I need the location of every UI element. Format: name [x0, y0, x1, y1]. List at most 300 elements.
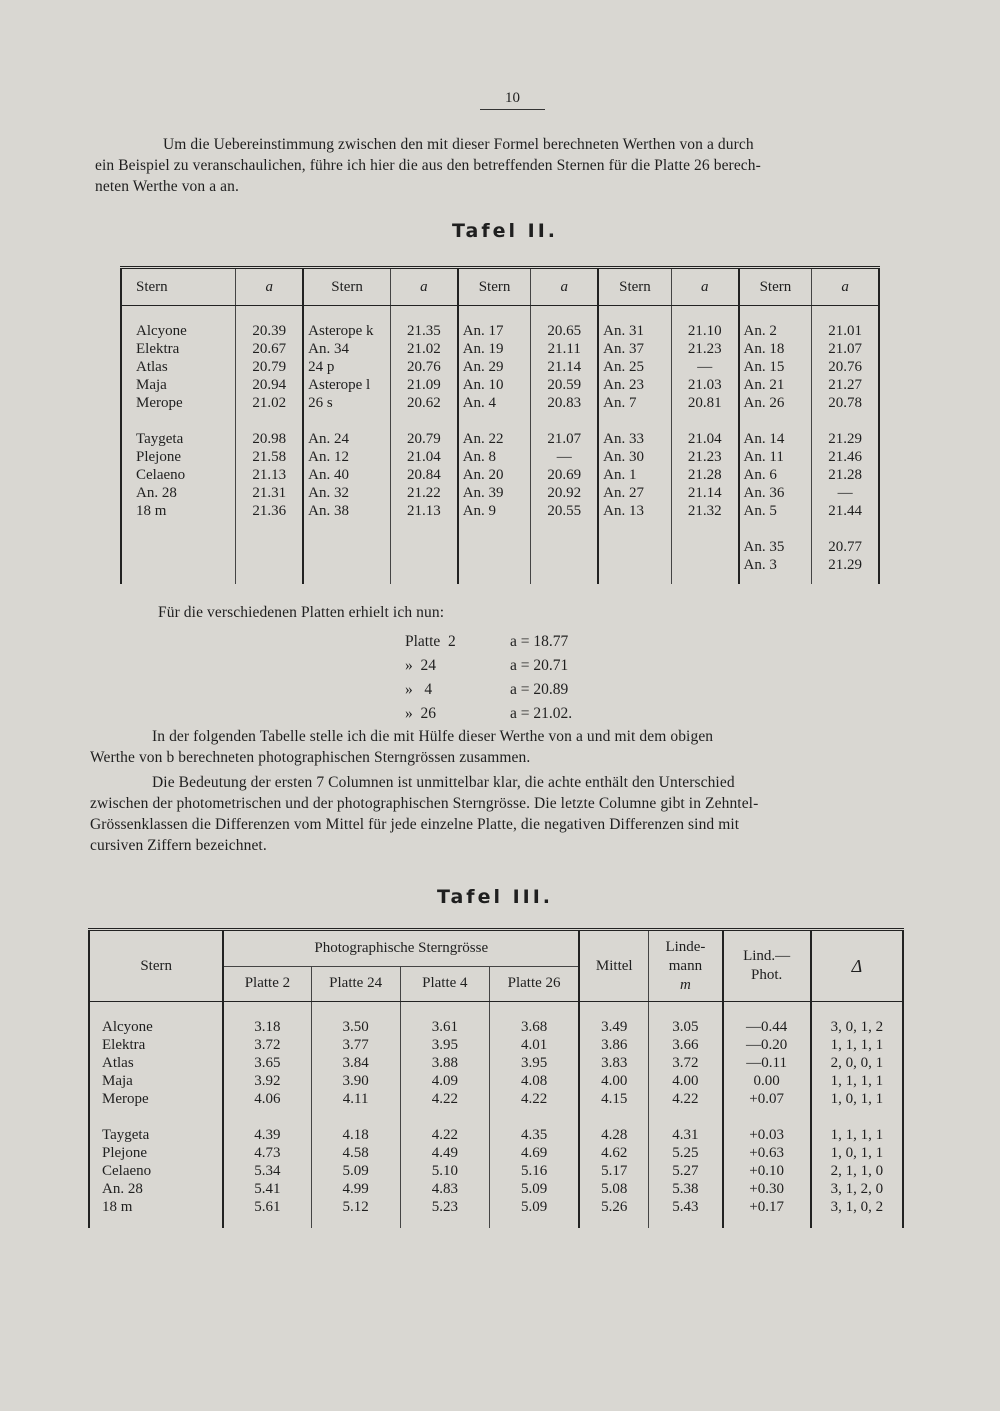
star-name-cell: An. 18 [739, 340, 812, 358]
a-value-cell: 20.55 [531, 502, 598, 520]
star-name-cell [303, 538, 390, 556]
spacer-cell [739, 574, 812, 584]
a-value-cell: 21.11 [531, 340, 598, 358]
star-name-cell: An. 26 [739, 394, 812, 412]
value-cell: 4.22 [400, 1126, 489, 1144]
a-value-cell: 20.59 [531, 376, 598, 394]
star-name-cell: An. 10 [458, 376, 531, 394]
value-cell: 3.49 [579, 1018, 649, 1036]
a-value-cell: 21.03 [671, 376, 738, 394]
star-name-cell: An. 1 [598, 466, 671, 484]
a-value-cell [531, 556, 598, 574]
text-line: Die Bedeutung der ersten 7 Columnen ist unmittelbar klar, die achte enthält den Unterschied [152, 774, 735, 791]
value-cell: 4.73 [223, 1144, 311, 1162]
a-value-cell: 21.10 [671, 322, 738, 340]
a-value-cell [236, 556, 303, 574]
spacer-cell [223, 1216, 311, 1228]
value-cell: 4.22 [489, 1090, 579, 1108]
a-value-cell: 20.83 [531, 394, 598, 412]
a-value-cell: 20.92 [531, 484, 598, 502]
a-value-cell: 21.28 [671, 466, 738, 484]
value-cell: 2, 1, 1, 0 [811, 1162, 903, 1180]
value-cell: 0.00 [723, 1072, 811, 1090]
value-cell: 4.18 [311, 1126, 400, 1144]
spacer-cell [223, 1002, 311, 1019]
spacer-cell [649, 1002, 723, 1019]
a-value-cell: 20.69 [531, 466, 598, 484]
value-cell: 5.17 [579, 1162, 649, 1180]
value-cell: 3.61 [400, 1018, 489, 1036]
value-cell: 4.15 [579, 1090, 649, 1108]
spacer-cell [311, 1002, 400, 1019]
tafel3-header-photo: Photographische Sterngrösse [223, 930, 579, 967]
star-name-cell: An. 38 [303, 502, 390, 520]
value-cell: 4.00 [579, 1072, 649, 1090]
spacer-cell [400, 1002, 489, 1019]
value-cell: 3.50 [311, 1018, 400, 1036]
spacer-cell [812, 520, 879, 538]
a-value-cell: 20.76 [812, 358, 879, 376]
tafel3-header-lindemann-label: Linde- mann [665, 938, 706, 974]
value-cell: 5.16 [489, 1162, 579, 1180]
plate-value: a = 20.89 [510, 681, 569, 698]
tafel2-table [120, 266, 880, 584]
a-value-cell: 20.98 [236, 430, 303, 448]
a-value-cell: 21.23 [671, 448, 738, 466]
value-cell: 3.88 [400, 1054, 489, 1072]
tafel2-header-row [121, 268, 879, 306]
tafel2-header-a: a [531, 268, 598, 306]
table-row [89, 1144, 903, 1162]
plate-label: » 4 [405, 681, 433, 698]
spacer-cell [671, 520, 738, 538]
tafel3-header-platte: Platte 2 [223, 966, 311, 1002]
intro-paragraph [95, 134, 912, 197]
value-cell: 5.10 [400, 1162, 489, 1180]
value-cell: 3.95 [489, 1054, 579, 1072]
tafel3-header-delta: Δ [811, 930, 903, 1002]
spacer-cell [811, 1002, 903, 1019]
tafel2-header-stern: Stern [598, 268, 671, 306]
paragraph-table-intro [90, 726, 905, 768]
a-value-cell: 21.32 [671, 502, 738, 520]
star-name-cell [303, 556, 390, 574]
spacer-cell [311, 1216, 400, 1228]
a-value-cell: — [812, 484, 879, 502]
spacer-cell [236, 574, 303, 584]
spacer-cell [89, 1216, 223, 1228]
a-value-cell: 20.76 [391, 358, 458, 376]
tafel3-table [88, 928, 904, 1228]
spacer-cell [723, 1002, 811, 1019]
star-name-cell: An. 33 [598, 430, 671, 448]
tafel3-header-lindemann-m: m [680, 976, 691, 993]
star-name-cell: Taygeta [136, 431, 184, 447]
spacer-cell [671, 574, 738, 584]
table-row [121, 556, 879, 574]
spacer-cell [391, 412, 458, 430]
spacer-cell [400, 1108, 489, 1126]
spacer-cell [311, 1108, 400, 1126]
text-line: In der folgenden Tabelle stelle ich die mit Hülfe dieser Werthe von a und mit dem obigen [152, 728, 714, 745]
value-cell: 4.39 [223, 1126, 311, 1144]
a-value-cell: 21.09 [391, 376, 458, 394]
star-name-cell: Asterope k [303, 322, 390, 340]
star-name-cell: Celaeno [102, 1163, 152, 1179]
table-row [121, 538, 879, 556]
spacer-cell [598, 574, 671, 584]
value-cell: 3.65 [223, 1054, 311, 1072]
star-name-cell: Taygeta [102, 1127, 150, 1143]
value-cell: 4.31 [649, 1126, 723, 1144]
a-value-cell: 21.29 [812, 556, 879, 574]
value-cell: 3.72 [223, 1036, 311, 1054]
spacer-cell [458, 520, 531, 538]
plate-label: Platte 2 [405, 633, 456, 650]
value-cell: 3.90 [311, 1072, 400, 1090]
star-name-cell: An. 36 [739, 484, 812, 502]
tafel3-header-row [89, 930, 903, 967]
table-row [89, 1126, 903, 1144]
spacer-cell [89, 1002, 223, 1019]
a-value-cell: 21.01 [812, 322, 879, 340]
star-name-cell: An. 14 [739, 430, 812, 448]
spacer-cell [303, 306, 390, 323]
value-cell: 1, 1, 1, 1 [811, 1126, 903, 1144]
value-cell: —0.44 [723, 1018, 811, 1036]
value-cell: 4.49 [400, 1144, 489, 1162]
a-value-cell [671, 556, 738, 574]
spacer-cell [489, 1108, 579, 1126]
spacer-cell [391, 574, 458, 584]
star-name-cell: An. 34 [303, 340, 390, 358]
spacer-cell [649, 1108, 723, 1126]
a-value-cell: 21.35 [391, 322, 458, 340]
value-cell: 3.72 [649, 1054, 723, 1072]
tafel2-header-stern: Stern [458, 268, 531, 306]
star-name-cell [598, 556, 671, 574]
value-cell: 3.83 [579, 1054, 649, 1072]
a-value-cell: 21.07 [531, 430, 598, 448]
a-value-cell: 20.77 [812, 538, 879, 556]
value-cell: 4.09 [400, 1072, 489, 1090]
spacer-cell [579, 1002, 649, 1019]
value-cell: +0.07 [723, 1090, 811, 1108]
spacer-cell [649, 1216, 723, 1228]
star-name-cell: An. 37 [598, 340, 671, 358]
spacer-cell [723, 1216, 811, 1228]
tafel3-header-platte: Platte 24 [311, 966, 400, 1002]
tafel2-header-stern: Stern [303, 268, 390, 306]
star-name-cell: Merope [102, 1091, 149, 1107]
value-cell: +0.03 [723, 1126, 811, 1144]
value-cell: 3.86 [579, 1036, 649, 1054]
table-row [89, 1090, 903, 1108]
value-cell: 3.77 [311, 1036, 400, 1054]
star-name-cell: An. 20 [458, 466, 531, 484]
table-row [89, 1180, 903, 1198]
star-name-cell: An. 15 [739, 358, 812, 376]
value-cell: 4.35 [489, 1126, 579, 1144]
star-name-cell: 18 m [136, 503, 167, 519]
a-value-cell: 21.07 [812, 340, 879, 358]
star-name-cell: An. 13 [598, 502, 671, 520]
table-row [89, 1036, 903, 1054]
spacer-cell [671, 412, 738, 430]
tafel3-header-platte: Platte 26 [489, 966, 579, 1002]
value-cell: 5.61 [223, 1198, 311, 1216]
table-row [89, 1054, 903, 1072]
value-cell: +0.30 [723, 1180, 811, 1198]
table-row [121, 394, 879, 412]
value-cell: 5.08 [579, 1180, 649, 1198]
spacer-cell [671, 306, 738, 323]
text-line: Werthe von b berechneten photographischen Sterngrössen zusammen. [90, 749, 531, 766]
star-name-cell: An. 9 [458, 502, 531, 520]
value-cell: +0.17 [723, 1198, 811, 1216]
value-cell: 4.69 [489, 1144, 579, 1162]
table-spacer [89, 1002, 903, 1019]
a-value-cell: 21.29 [812, 430, 879, 448]
value-cell: 3.92 [223, 1072, 311, 1090]
value-cell: 4.01 [489, 1036, 579, 1054]
star-name-cell: Alcyone [136, 323, 187, 339]
star-name-cell: Celaeno [136, 467, 186, 483]
spacer-cell [739, 306, 812, 323]
a-value-cell [391, 538, 458, 556]
spacer-cell [811, 1108, 903, 1126]
value-cell: 5.34 [223, 1162, 311, 1180]
value-cell: 3.68 [489, 1018, 579, 1036]
star-name-cell: An. 19 [458, 340, 531, 358]
value-cell: 4.22 [649, 1090, 723, 1108]
tafel3-header-mittel: Mittel [579, 930, 649, 1002]
a-value-cell: 21.14 [531, 358, 598, 376]
table-row [121, 448, 879, 466]
spacer-cell [458, 574, 531, 584]
star-name-cell: An. 8 [458, 448, 531, 466]
spacer-cell [303, 412, 390, 430]
spacer-cell [458, 306, 531, 323]
tafel2-header-stern: Stern [739, 268, 812, 306]
star-name-cell: 18 m [102, 1199, 133, 1215]
a-value-cell [531, 538, 598, 556]
a-value-cell: 21.02 [236, 394, 303, 412]
star-name-cell: An. 6 [739, 466, 812, 484]
value-cell: 5.09 [489, 1198, 579, 1216]
star-name-cell: Maja [102, 1073, 133, 1089]
spacer-cell [121, 520, 236, 538]
tafel2-header-a: a [812, 268, 879, 306]
a-value-cell: 20.81 [671, 394, 738, 412]
value-cell: 5.23 [400, 1198, 489, 1216]
paragraph-columns [90, 772, 905, 856]
value-cell: 5.26 [579, 1198, 649, 1216]
value-cell: 3.95 [400, 1036, 489, 1054]
a-value-cell: — [531, 448, 598, 466]
a-value-cell: 20.94 [236, 376, 303, 394]
text-line: Um die Uebereinstimmung zwischen den mit dieser Formel berechneten Werthen von a durch [163, 136, 754, 153]
table-spacer [121, 412, 879, 430]
spacer-cell [531, 412, 598, 430]
tafel3-header-lindphot: Lind.— Phot. [723, 930, 811, 1002]
text-line: zwischen der photometrischen und der photographischen Sterngrösse. Die letzte Columne gibt in Zehntel- [90, 795, 759, 812]
a-value-cell: 21.27 [812, 376, 879, 394]
star-name-cell: An. 32 [303, 484, 390, 502]
table-row [89, 1162, 903, 1180]
spacer-cell [598, 520, 671, 538]
a-value-cell [671, 538, 738, 556]
star-name-cell: An. 29 [458, 358, 531, 376]
a-value-cell: 21.58 [236, 448, 303, 466]
spacer-cell [812, 412, 879, 430]
a-value-cell: 21.13 [236, 466, 303, 484]
spacer-cell [236, 412, 303, 430]
a-value-cell: 21.04 [671, 430, 738, 448]
value-cell: —0.11 [723, 1054, 811, 1072]
table-spacer [121, 574, 879, 584]
spacer-cell [236, 520, 303, 538]
a-value-cell: 20.84 [391, 466, 458, 484]
tafel2-header-a: a [671, 268, 738, 306]
spacer-cell [598, 412, 671, 430]
spacer-cell [723, 1108, 811, 1126]
a-value-cell [236, 538, 303, 556]
table-row [121, 340, 879, 358]
star-name-cell: 24 p [303, 358, 390, 376]
a-value-cell: 21.31 [236, 484, 303, 502]
table-spacer [121, 306, 879, 323]
a-value-cell: 21.36 [236, 502, 303, 520]
spacer-cell [531, 574, 598, 584]
star-name-cell: An. 40 [303, 466, 390, 484]
value-cell: 1, 0, 1, 1 [811, 1144, 903, 1162]
table-row [121, 430, 879, 448]
star-name-cell [458, 538, 531, 556]
value-cell: 5.25 [649, 1144, 723, 1162]
star-name-cell: Asterope l [303, 376, 390, 394]
star-name-cell: An. 28 [136, 485, 177, 501]
plates-intro: Für die verschiedenen Platten erhielt ich nun: [158, 604, 445, 621]
plate-label: » 26 [405, 705, 436, 722]
a-value-cell: — [671, 358, 738, 376]
value-cell: +0.63 [723, 1144, 811, 1162]
star-name-cell: An. 12 [303, 448, 390, 466]
a-value-cell: 21.14 [671, 484, 738, 502]
star-name-cell: Alcyone [102, 1019, 153, 1035]
a-value-cell: 21.02 [391, 340, 458, 358]
star-name-cell: Atlas [102, 1055, 134, 1071]
star-name-cell: An. 7 [598, 394, 671, 412]
star-name-cell: Elektra [102, 1037, 146, 1053]
table-spacer [89, 1216, 903, 1228]
star-name-cell [598, 538, 671, 556]
tafel2-header-a: a [391, 268, 458, 306]
spacer-cell [303, 574, 390, 584]
star-name-cell: Plejone [102, 1145, 147, 1161]
table-spacer [89, 1108, 903, 1126]
value-cell: 3, 0, 1, 2 [811, 1018, 903, 1036]
value-cell: 4.00 [649, 1072, 723, 1090]
spacer-cell [489, 1216, 579, 1228]
tafel2-header-stern: Stern [121, 268, 236, 306]
star-name-cell: An. 21 [739, 376, 812, 394]
value-cell: 4.28 [579, 1126, 649, 1144]
value-cell: 4.22 [400, 1090, 489, 1108]
value-cell: 4.08 [489, 1072, 579, 1090]
spacer-cell [223, 1108, 311, 1126]
star-name-cell [121, 556, 236, 574]
value-cell: 3.05 [649, 1018, 723, 1036]
a-value-cell: 21.46 [812, 448, 879, 466]
value-cell: 4.06 [223, 1090, 311, 1108]
table-row [89, 1072, 903, 1090]
spacer-cell [458, 412, 531, 430]
tafel2-header-a: a [236, 268, 303, 306]
star-name-cell: An. 30 [598, 448, 671, 466]
star-name-cell: Elektra [136, 341, 180, 357]
spacer-cell [739, 520, 812, 538]
spacer-cell [579, 1216, 649, 1228]
a-value-cell: 20.62 [391, 394, 458, 412]
a-value-cell: 21.22 [391, 484, 458, 502]
star-name-cell: An. 28 [102, 1181, 143, 1197]
spacer-cell [812, 574, 879, 584]
star-name-cell [458, 556, 531, 574]
spacer-cell [121, 306, 236, 323]
value-cell: 4.99 [311, 1180, 400, 1198]
spacer-cell [236, 306, 303, 323]
tafel2-title: Tafel II. [452, 220, 558, 242]
spacer-cell [811, 1216, 903, 1228]
text-line: ein Beispiel zu veranschaulichen, führe ich hier die aus den betreffenden Sternen für die Platte 26 berech- [95, 157, 761, 174]
spacer-cell [812, 306, 879, 323]
spacer-cell [400, 1216, 489, 1228]
spacer-cell [303, 520, 390, 538]
spacer-cell [121, 574, 236, 584]
table-row [89, 1198, 903, 1216]
text-line: neten Werthe von a an. [95, 178, 239, 195]
value-cell: 1, 0, 1, 1 [811, 1090, 903, 1108]
star-name-cell: Merope [136, 395, 183, 411]
value-cell: 4.83 [400, 1180, 489, 1198]
star-name-cell: An. 5 [739, 502, 812, 520]
value-cell: 5.43 [649, 1198, 723, 1216]
star-name-cell: An. 25 [598, 358, 671, 376]
spacer-cell [391, 520, 458, 538]
table-row [121, 322, 879, 340]
tafel3-header-lindemann [649, 930, 723, 1002]
spacer-cell [598, 306, 671, 323]
a-value-cell: 20.79 [236, 358, 303, 376]
a-value-cell: 21.23 [671, 340, 738, 358]
plate-value: a = 21.02. [510, 705, 573, 722]
star-name-cell: Plejone [136, 449, 181, 465]
spacer-cell [531, 520, 598, 538]
value-cell: 5.09 [311, 1162, 400, 1180]
a-value-cell [391, 556, 458, 574]
tafel3-title: Tafel III. [436, 886, 554, 908]
a-value-cell: 20.67 [236, 340, 303, 358]
a-value-cell: 21.44 [812, 502, 879, 520]
table-row [121, 502, 879, 520]
spacer-cell [739, 412, 812, 430]
star-name-cell: Atlas [136, 359, 168, 375]
table-row [89, 1018, 903, 1036]
value-cell: 4.62 [579, 1144, 649, 1162]
star-name-cell: An. 23 [598, 376, 671, 394]
star-name-cell: An. 4 [458, 394, 531, 412]
